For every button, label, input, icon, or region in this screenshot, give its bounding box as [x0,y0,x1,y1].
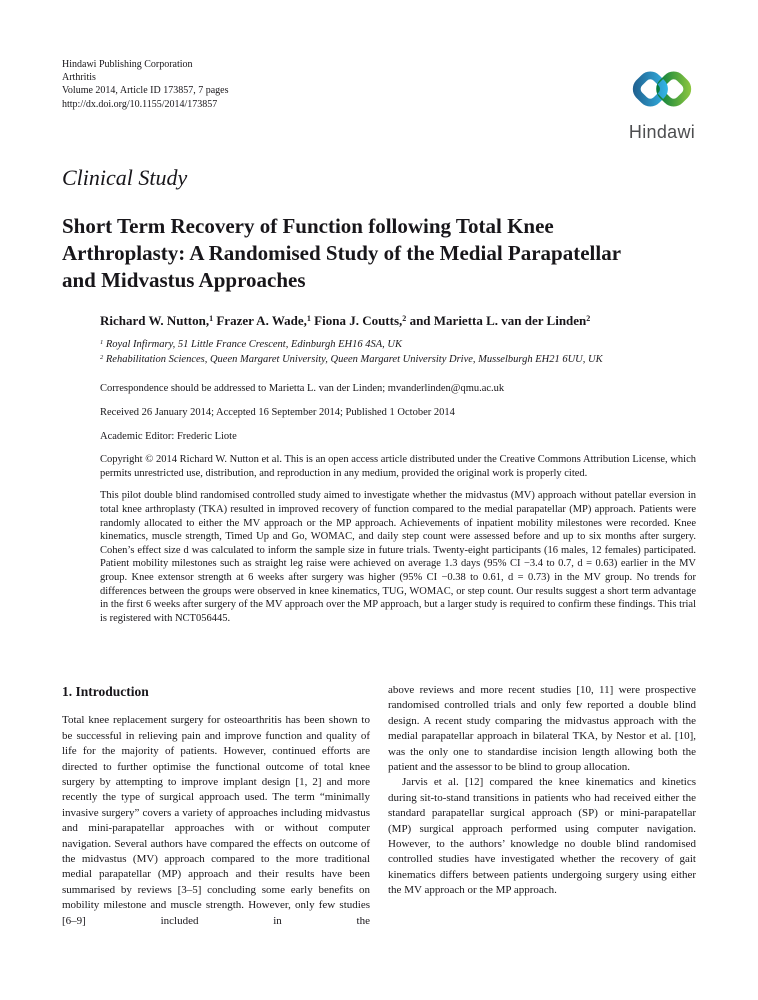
left-column [62,683,370,929]
copyright-notice: Copyright © 2014 Richard W. Nutton et al. This is an open access article distributed under the Creative Commons Attribution License, which permits unrestricted use, distribution, and reproduction in any medium, provided the original work is properly cited. [100,454,696,480]
author-affiliation-marker: 1 [306,314,311,324]
intro-paragraph-2: Jarvis et al. [12] compared the knee kinematics and kinetics during sit-to-stand transitions in patients who had received either the standard parapatellar surgical approach (SP) or mini-parapatellar (MP) surgical approach performed using computer navigation. However, to the authors’ knowledge no double blind randomised controlled studies have investigated whether the recovery of gait kinematics differs between patients undergoing surgery using either the MV approach or the MP approach. [388,776,696,897]
title-line: and Midvastus Approaches [62,267,306,292]
article-type-label: Clinical Study [62,165,188,190]
publisher-header [62,58,228,111]
author-name: and Marietta L. van der Linden [406,313,587,328]
author-affiliation-marker: 2 [402,314,407,324]
author-name: Richard W. Nutton, [100,313,210,328]
affiliation-marker: 1 [100,339,104,347]
correspondence-email-link[interactable]: mvanderlinden@qmu.ac.uk [387,383,505,394]
author-name: Fiona J. Coutts, [310,313,403,328]
hindawi-wordmark: Hindawi [628,122,696,142]
logo-rings-icon [625,61,699,117]
intro-paragraph-1-continued: above reviews and more recent studies [10, 11] were prospective randomised controlled trials and only few reported a double blind design. A recent study comparing the midvastus approach with the medial parapatellar approach in bilateral TKA, by Nestor et al. [10], was the only one to standardise incision length allowing both the patient and the assessor to be blind to group allocation. [388,684,696,774]
affiliation-marker: 2 [100,354,104,362]
author-affiliation-marker: 1 [209,314,214,324]
article-title [62,213,702,293]
article-body [62,683,696,929]
affiliation-item [100,338,696,353]
academic-editor-line: Academic Editor: Frederic Liote [100,431,237,442]
volume-line: Volume 2014, Article ID 173857, 7 pages [62,85,229,97]
section-heading-introduction: 1. Introduction [62,684,149,699]
affiliation-item [100,353,696,368]
abstract-text: This pilot double blind randomised controlled study aimed to investigate whether the midvastus (MV) approach without patellar eversion in total knee arthroplasty (TKA) resulted in improved recovery of function compared to the medial parapatellar (MP) approach. Patients were randomly allocated to either the MV approach or the MP approach. Achievements of inpatient mobility milestones were recorded. Knee kinematics, muscle strength, Timed Up and Go, WOMAC, and daily step count were assessed before and up to six months after surgery. Cohen’s effect size d was calculated to inform the sample size in future trials. Twenty-eight participants (16 males, 12 females) participated. Patient mobility milestones such as straight leg raise were achieved on average 1.3 days (95% CI −3.4 to 0.7, d = 0.63) earlier in the MV group. Knee extensor strength at 6 weeks after surgery was higher (95% CI −0.38 to 0.61, d = 0.73) in the MV group. No trends for differences between the groups were observed in knee kinematics, TUG, WOMAC, or step count. Our results suggest a short term advantage in the first 6 weeks after surgery of the MV approach over the MP approach, but a larger study is required to confirm these findings. This trial is registered with NCT056445. [100,490,696,624]
article-history-line: Received 26 January 2014; Accepted 16 September 2014; Published 1 October 2014 [100,407,455,418]
title-line: Short Term Recovery of Function following Total Knee [62,214,554,239]
publisher-name: Hindawi Publishing Corporation [62,59,193,70]
affiliation-list [100,338,696,368]
hindawi-logo [625,61,699,143]
correspondence-text: Correspondence should be addressed to Marietta L. van der Linden; [100,383,388,394]
title-line: Arthroplasty: A Randomised Study of the Medial Parapatellar [62,240,622,265]
author-name: Frazer A. Wade, [213,313,307,328]
right-column [388,683,696,929]
affiliation-text: Royal Infirmary, 51 Little France Crescent, Edinburgh EH16 4SA, UK [103,339,402,350]
doi-link[interactable]: http://dx.doi.org/10.1155/2014/173857 [62,98,218,110]
correspondence-line [100,383,696,394]
journal-name: Arthritis [62,72,96,84]
article-meta [100,313,696,625]
author-list [100,313,696,329]
author-affiliation-marker: 2 [586,314,591,324]
intro-paragraph-1: Total knee replacement surgery for osteoarthritis has been shown to be successful in relieving pain and improve function and quality of life for the majority of patients. However, continued efforts are directed to further optimise the functional outcome of total knee surgery by attempting to improve implant design [1, 2] and more recently the type of surgical approach used. The term “minimally invasive surgery” covers a variety of approaches including midvastus and mini-parapatellar approaches with or without computer navigation. Several authors have compared the effects on outcome of the midvastus (MV) approach compared to the more traditional medial parapatellar (MP) approach and their results have been summarised by reviews [3–5] concluding some early benefits on mobility milestone and muscle strength. However, only few studies [6–9] included in the [62,714,370,927]
affiliation-text: Rehabilitation Sciences, Queen Margaret University, Queen Margaret University Drive, Musselburgh EH21 6UU, UK [103,354,603,365]
